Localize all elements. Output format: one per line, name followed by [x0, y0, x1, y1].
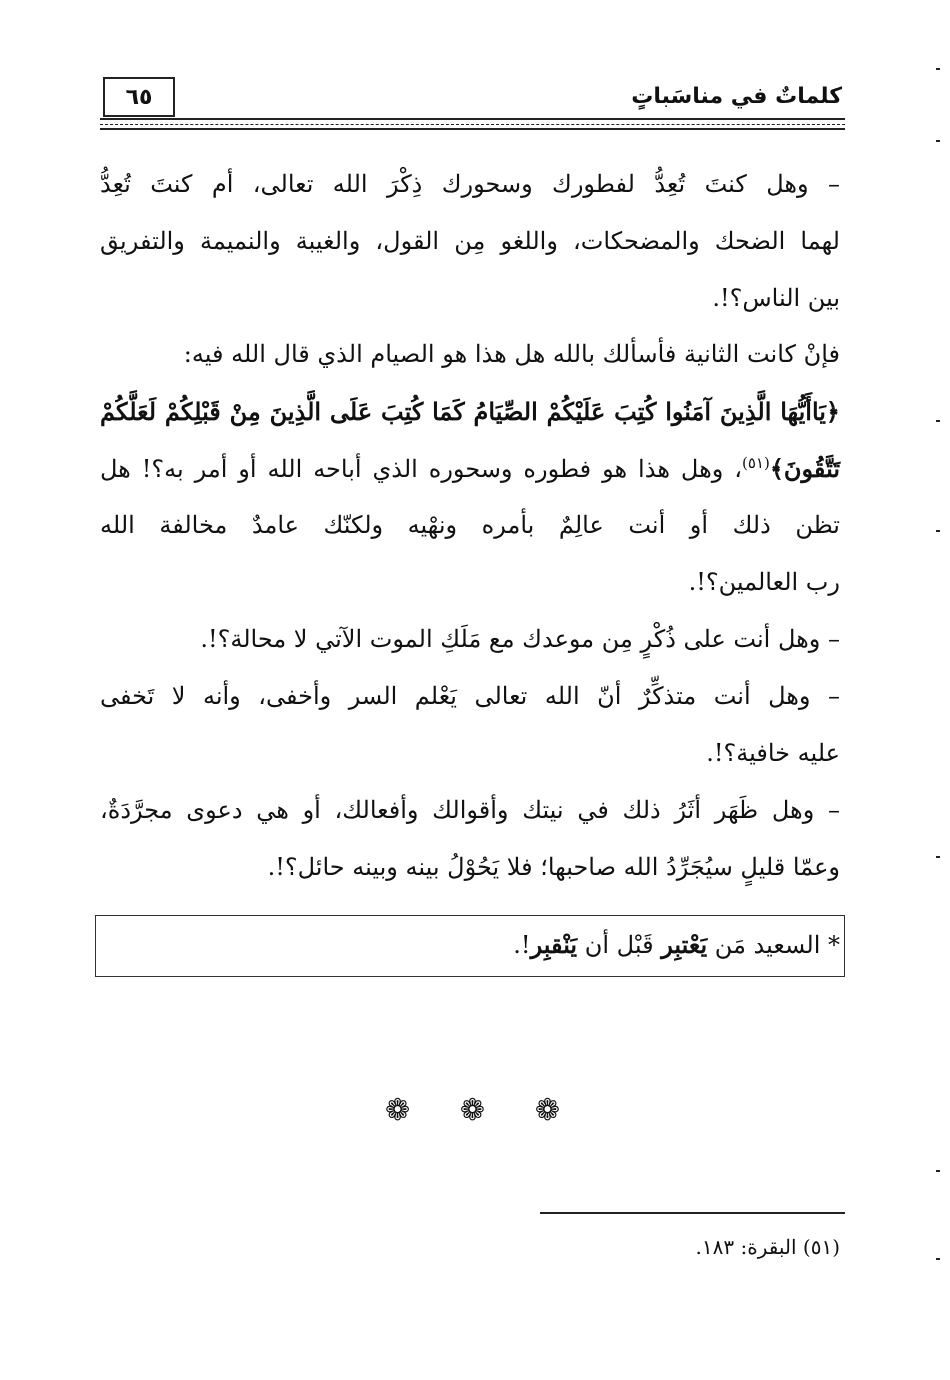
maxim-prefix: * السعيد مَن — [707, 931, 840, 959]
footnote-separator — [540, 1212, 845, 1214]
paragraph-1-line-1: – وهل كنتَ تُعِدُّ لفطورك وسحورك ذِكْرَ الله تعالى، أم كنتَ تُعِدُّ — [100, 170, 840, 198]
maxim-word-reflect: يَعْتبِر — [661, 930, 708, 959]
scan-edge-mark — [936, 140, 940, 142]
maxim-text — [513, 930, 840, 959]
paragraph-4-line-1: – وهل أنت متذكِّرٌ أنّ الله تعالى يَعْلم السر وأخفى، وأنه لا تَخفى — [100, 682, 840, 710]
paragraph-2-line-5: رب العالمين؟!. — [688, 568, 840, 596]
maxim-word-grave: يَنْقبِر — [530, 930, 578, 959]
section-divider-ornaments — [385, 1093, 560, 1128]
header-rule-top — [100, 118, 845, 120]
scan-edge-mark — [936, 856, 940, 858]
paragraph-2-line-3 — [100, 454, 840, 483]
paragraph-2-line-4: تظن ذلك أو أنت عالِمٌ بأمره ونهْيه ولكنّك عامدٌ مخالفة الله — [100, 511, 840, 539]
maxim-middle: قَبْل أن — [577, 931, 662, 959]
quran-verse-line: ﴿يَاأَيُّهَا الَّذِينَ آمَنُوا كُتِبَ عَلَيْكُمْ الصِّيَامُ كَمَا كُتِبَ عَلَى الَّذِينَ مِنْ قَبْلِكُمْ لَعَلَّكُمْ — [100, 397, 840, 426]
paragraph-5-line-1: – وهل ظَهَر أثَرُ ذلك في نيتك وأقوالك وأفعالك، أو هي دعوى مجرَّدَةٌ، — [100, 796, 840, 824]
maxim-suffix: !. — [513, 931, 531, 959]
paragraph-1-line-2: لهما الضحك والمضحكات، واللغو مِن القول، والغيبة والنميمة والتفريق — [100, 227, 840, 255]
quran-verse-end: تَتَّقُونَ﴾ — [769, 454, 840, 483]
paragraph-4-line-2: عليه خافية؟!. — [706, 739, 840, 767]
scan-edge-mark — [936, 420, 940, 422]
scan-edge-mark — [936, 68, 940, 70]
paragraph-5-line-2: وعمّا قليلٍ سيُجَرِّدُ الله صاحبها؛ فلا يَحُوْلُ بينه وبينه حائل؟!. — [267, 853, 840, 881]
paragraph-2-line-3-text: ، وهل هذا هو فطوره وسحوره الذي أباحه الله أو أمر به؟! هل — [100, 455, 742, 483]
header-rule-bottom — [100, 128, 845, 130]
page-number-box — [103, 77, 175, 117]
footnote-text: (٥١) البقرة: ١٨٣. — [695, 1235, 840, 1259]
header-rule-middle — [100, 124, 845, 125]
paragraph-3-line-1: – وهل أنت على ذُكْرٍ مِن موعدك مع مَلَكِ الموت الآتي لا محالة؟!. — [200, 625, 840, 653]
scan-edge-mark — [936, 530, 940, 532]
paragraph-1-line-3: بين الناس؟!. — [712, 284, 840, 312]
flower-ornament-icon: ❁ — [385, 1093, 411, 1128]
paragraph-2-line-1: فإنْ كانت الثانية فأسألك بالله هل هذا هو الصيام الذي قال الله فيه: — [183, 340, 840, 368]
flower-ornament-icon: ❁ — [534, 1093, 560, 1128]
scan-edge-mark — [936, 1258, 940, 1260]
footnote-reference: (٥١) — [742, 454, 770, 472]
running-title: كلماتٌ في مناسَباتٍ — [631, 84, 842, 109]
page-number: ٦٥ — [125, 84, 153, 110]
scan-edge-mark — [936, 1170, 940, 1172]
flower-ornament-icon: ❁ — [459, 1093, 486, 1128]
